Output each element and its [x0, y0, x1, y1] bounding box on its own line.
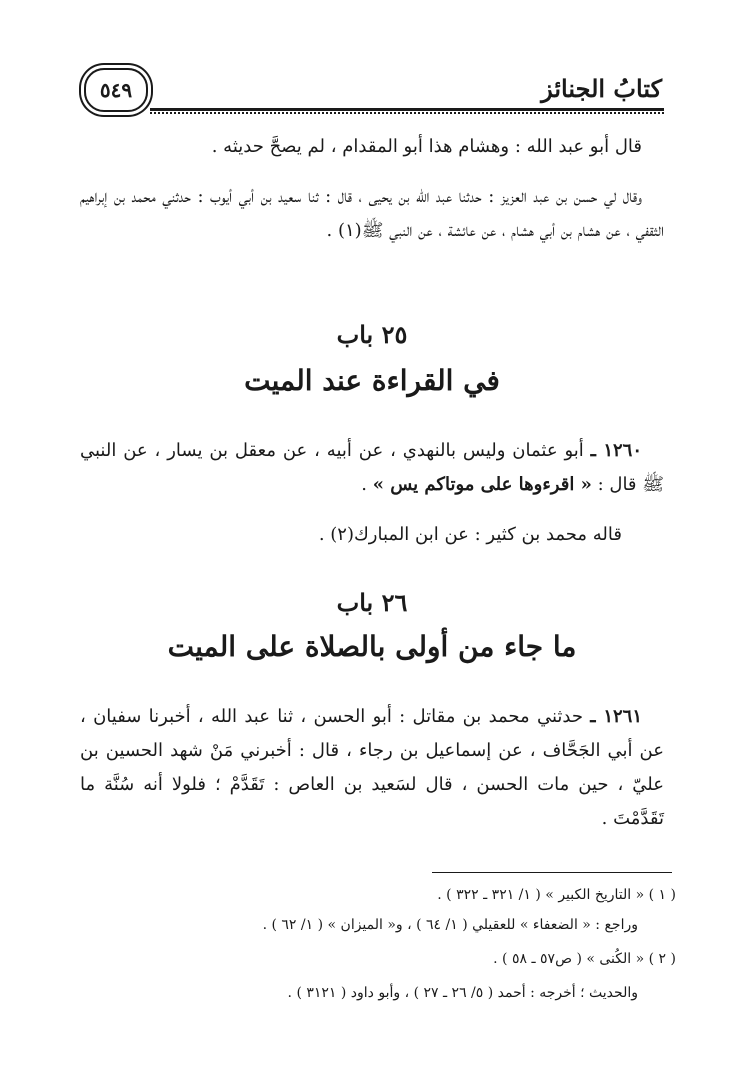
- chapter-25-title: في القراءة عند الميت: [244, 364, 500, 397]
- hadith-1260-quote: « اقرءوها على موتاكم يس »: [372, 474, 592, 495]
- hadith-1261: [80, 700, 664, 836]
- paragraph-2: وقال لي حسن بن عبد العزيز : حدثنا عبد الله بن يحيى ، قال : ثنا سعيد بن أبي أيوب : حدثني محمد بن إبراهيم الثقفي ، عن هشام بن أبي هشام ، عن عائشة ، عن النبي ﷺ(١) .: [80, 186, 664, 241]
- header-rule: [150, 108, 664, 111]
- footnote-rule: [432, 872, 672, 873]
- chapter-26-number: ٢٦ باب: [336, 588, 408, 617]
- hadith-1260-end: .: [361, 474, 367, 495]
- chapter-26-title: ما جاء من أولى بالصلاة على الميت: [167, 630, 577, 663]
- paragraph-1: قال أبو عبد الله : وهشام هذا أبو المقدام ، لم يصحَّ حديثه .: [211, 136, 642, 157]
- chapter-25-number: ٢٥ باب: [336, 320, 408, 349]
- footnote-2-continued: والحديث ؛ أخرجه : أحمد ( ٥/ ٢٦ ـ ٢٧ ) ، وأبو داود ( ٣١٢١ ) .: [287, 985, 638, 1001]
- hadith-1260-text: أبو عثمان وليس بالنهدي ، عن أبيه ، عن معقل بن يسار ، عن النبي ﷺ قال :: [80, 440, 664, 495]
- page-number: ٥٤٩: [84, 68, 148, 112]
- running-title: كتابُ الجنائز: [541, 74, 662, 103]
- hadith-1260-number: ١٢٦٠ ـ: [590, 440, 642, 461]
- header-dotted-rule: [150, 112, 664, 114]
- hadith-1261-text: حدثني محمد بن مقاتل : أبو الحسن ، ثنا عبد الله ، أخبرنا سفيان ، عن أبي الجَحَّاف ، عن إسماعيل بن رجاء ، قال : أخبرني مَنْ شهد الحسين بن عليّ ، حين مات الحسن ، قال لسَعيد بن العاص : تَقَدَّمْ ؛ فلولا أنه سُنَّة ما تَقَدَّمْتَ .: [80, 706, 664, 829]
- footnote-2: ( ٢ ) « الكُنى » ( ص٥٧ ـ ٥٨ ) .: [493, 951, 676, 967]
- hadith-1260-note: قاله محمد بن كثير : عن ابن المبارك(٢) .: [318, 524, 622, 545]
- hadith-1261-number: ١٢٦١ ـ: [590, 706, 642, 727]
- footnote-1: ( ١ ) « التاريخ الكبير » ( ١/ ٣٢١ ـ ٣٢٢ ) .: [437, 887, 676, 903]
- footnote-1-continued: وراجع : « الضعفاء » للعقيلي ( ١/ ٦٤ ) ، و« الميزان » ( ١/ ٦٢ ) .: [262, 917, 638, 933]
- hadith-1260: [80, 434, 664, 502]
